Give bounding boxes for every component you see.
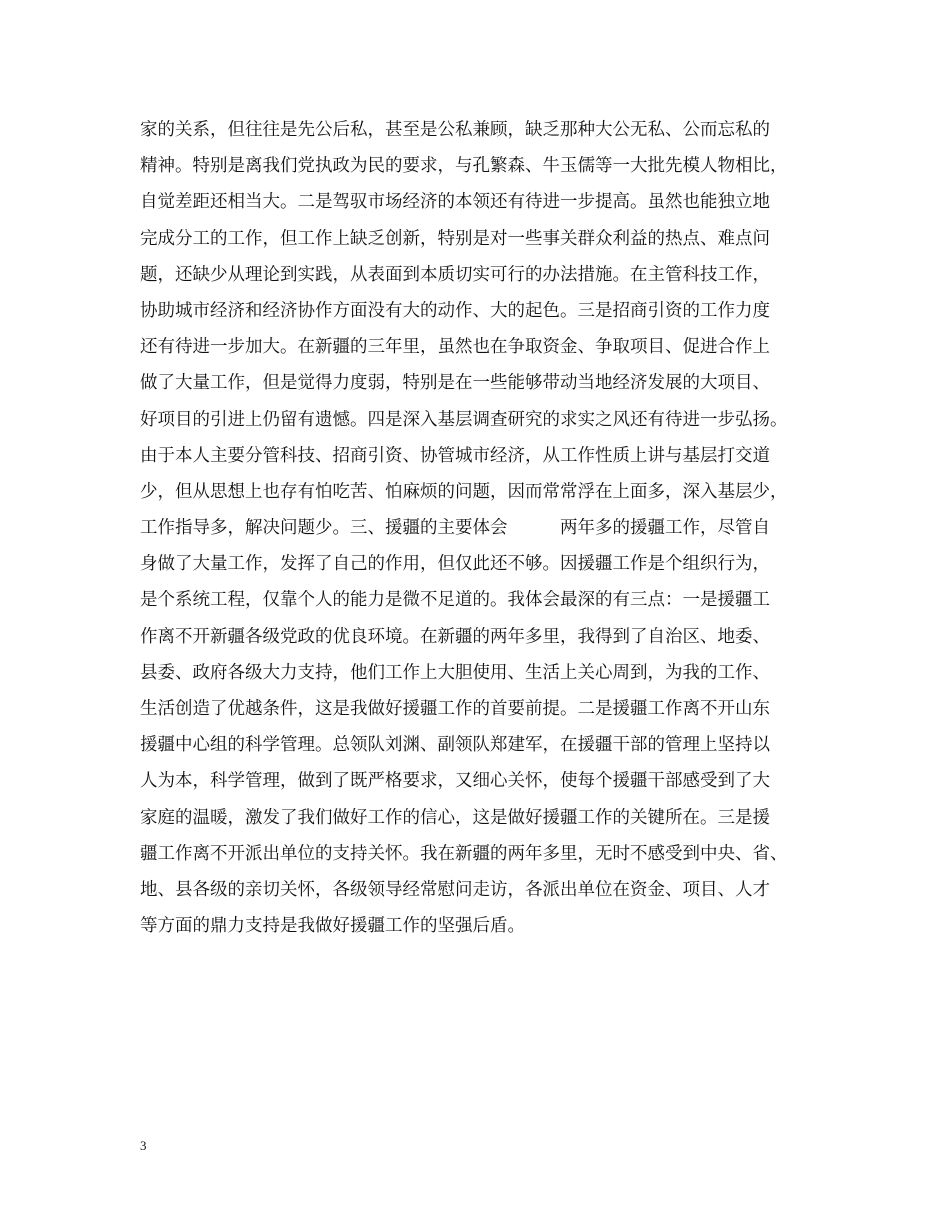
text-line: 是个系统工程，仅靠个人的能力是微不足道的。我体会最深的有三点：一是援疆工 bbox=[140, 590, 770, 611]
text-line: 完成分工的工作，但工作上缺乏创新，特别是对一些事关群众利益的热点、难点问 bbox=[140, 228, 770, 249]
text-line: 少，但从思想上也存有怕吃苦、怕麻烦的问题，因而常常浮在上面多，深入基层少， bbox=[140, 481, 788, 502]
text-line: 身做了大量工作，发挥了自己的作用，但仅此还不够。因援疆工作是个组织行为， bbox=[140, 554, 770, 575]
text-line: 好项目的引进上仍留有遗憾。四是深入基层调查研究的求实之风还有待进一步弘扬。 bbox=[140, 409, 788, 430]
text-line: 援疆中心组的科学管理。总领队刘渊、副领队郑建军，在援疆干部的管理上坚持以 bbox=[140, 735, 770, 756]
text-line: 家的关系，但往往是先公后私，甚至是公私兼顾，缺乏那种大公无私、公而忘私的 bbox=[140, 120, 770, 140]
text-line: 还有待进一步加大。在新疆的三年里，虽然也在争取资金、争取项目、促进合作上 bbox=[140, 337, 770, 358]
text-line: 作离不开新疆各级党政的优良环境。在新疆的两年多里，我得到了自治区、地委、 bbox=[140, 626, 770, 647]
text-line: 等方面的鼎力支持是我做好援疆工作的坚强后盾。 bbox=[140, 916, 525, 937]
text-line: 自觉差距还相当大。二是驾驭市场经济的本领还有待进一步提高。虽然也能独立地 bbox=[140, 192, 770, 213]
body-text bbox=[140, 112, 840, 944]
text-line: 由于本人主要分管科技、招商引资、协管城市经济，从工作性质上讲与基层打交道 bbox=[140, 445, 770, 466]
text-line: 地、县各级的亲切关怀，各级领导经常慰问走访，各派出单位在资金、项目、人才 bbox=[140, 879, 770, 900]
text-line: 生活创造了优越条件，这是我做好援疆工作的首要前提。二是援疆工作离不开山东 bbox=[140, 699, 770, 719]
text-line: 家庭的温暖，激发了我们做好工作的信心，这是做好援疆工作的关键所在。三是援 bbox=[140, 807, 770, 828]
text-line: 疆工作离不开派出单位的支持关怀。我在新疆的两年多里，无时不感受到中央、省、 bbox=[140, 843, 788, 864]
text-line: 做了大量工作，但是觉得力度弱，特别是在一些能够带动当地经济发展的大项目、 bbox=[140, 373, 770, 394]
text-line: 协助城市经济和经济协作方面没有大的动作、大的起色。三是招商引资的工作力度 bbox=[140, 300, 770, 321]
text-line: 工作指导多，解决问题少。三、援疆的主要体会 两年多的援疆工作，尽管自 bbox=[140, 518, 770, 539]
text-line: 精神。特别是离我们党执政为民的要求，与孔繁森、牛玉儒等一大批先模人物相比， bbox=[140, 156, 788, 177]
text-line: 县委、政府各级大力支持，他们工作上大胆使用、生活上关心周到，为我的工作、 bbox=[140, 662, 770, 683]
text-line: 题，还缺少从理论到实践，从表面到本质切实可行的办法措施。在主管科技工作， bbox=[140, 264, 770, 285]
page-number: 3 bbox=[140, 1138, 147, 1153]
text-line: 人为本，科学管理，做到了既严格要求，又细心关怀，使每个援疆干部感受到了大 bbox=[140, 771, 770, 792]
